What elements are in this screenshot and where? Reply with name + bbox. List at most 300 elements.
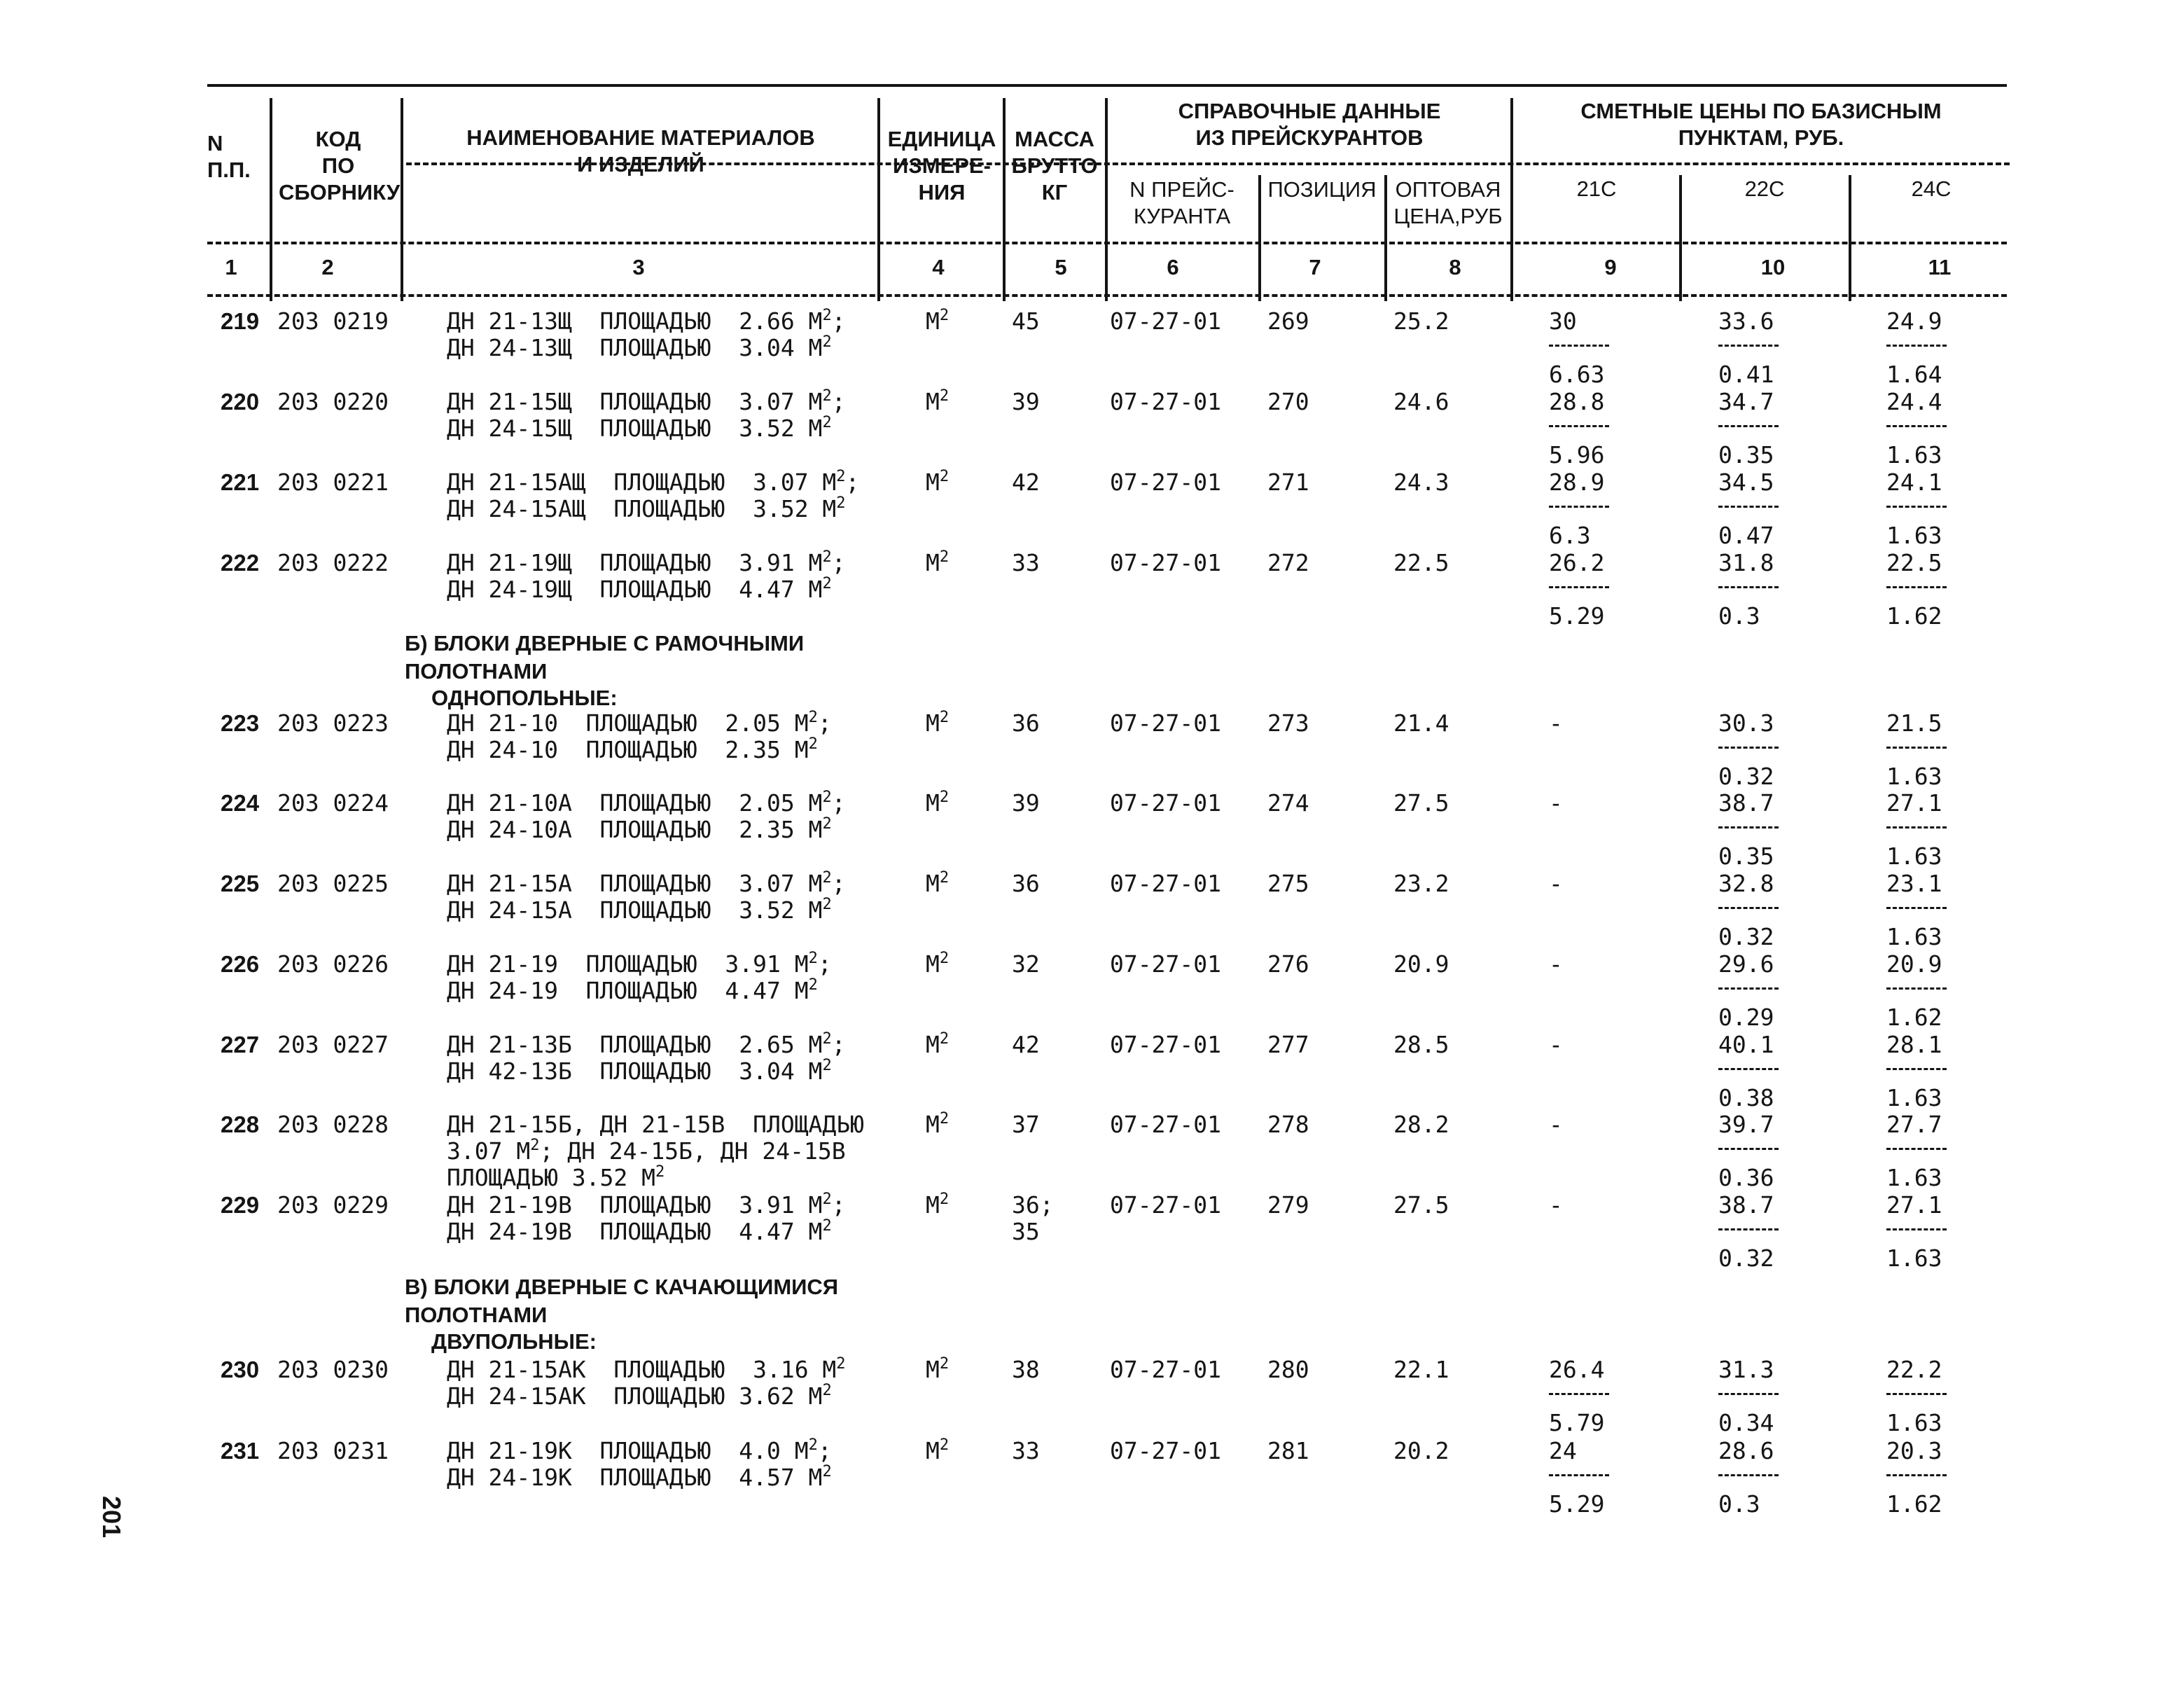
row-name-tail: ; (817, 1437, 832, 1464)
row-pricelist: 07-27-01 (1110, 388, 1221, 415)
superscript: 2 (822, 815, 832, 833)
superscript: 2 (808, 735, 818, 753)
row-number: 230 (221, 1357, 260, 1382)
row-name-line1 (447, 1355, 846, 1383)
unit-text: М (926, 709, 940, 737)
row-number: 225 (221, 871, 260, 896)
row-pricelist: 07-27-01 (1110, 1191, 1221, 1219)
row-name-line1 (447, 709, 832, 737)
row-name-text: ДН 24-19К ПЛОЩАДЬЮ 4.57 М (447, 1464, 823, 1491)
column-number: 11 (1928, 255, 1952, 279)
unit-text: М (926, 469, 940, 496)
superscript: 2 (822, 1217, 832, 1235)
row-name-line1 (447, 387, 846, 415)
row-name-line2 (447, 976, 818, 1004)
superscript: 2 (822, 575, 832, 592)
fraction-rule (1549, 586, 1609, 588)
price-c22-value: 33.6 (1718, 307, 1774, 335)
header-sep-3 (877, 98, 880, 301)
row-name-text: ДН 21-10 ПЛОЩАДЬЮ 2.05 М (447, 709, 809, 737)
row-name-text: ДН 24-19Щ ПЛОЩАДЬЮ 4.47 М (447, 576, 823, 603)
price-c24-value: 23.1 (1886, 870, 1942, 897)
section-b-title-cont: ПОЛОТНАМИ (405, 659, 548, 684)
row-name-line2 (447, 1139, 846, 1163)
row-code: 203 0231 (277, 1437, 389, 1464)
row-wholesale-price: 23.2 (1393, 870, 1449, 897)
price-c21-value: - (1549, 1191, 1563, 1219)
superscript: 2 (939, 1030, 950, 1048)
superscript: 2 (836, 468, 846, 485)
price-c22-transport: 0.41 (1718, 361, 1774, 388)
superscript: 2 (822, 896, 832, 913)
header-col-code: КОД ПО СБОРНИКУ (279, 127, 401, 204)
superscript: 2 (808, 976, 818, 994)
row-mass: 39 (1012, 388, 1040, 415)
fraction-rule (1718, 345, 1779, 347)
price-c21-value: 26.2 (1549, 549, 1605, 576)
section-b-title: Б) БЛОКИ ДВЕРНЫЕ С РАМОЧНЫМИ (405, 631, 805, 656)
unit-text: М (926, 1191, 940, 1219)
row-number: 227 (221, 1032, 260, 1058)
price-c21-value: 28.8 (1549, 388, 1605, 415)
row-name-tail: ; (817, 709, 832, 737)
row-pricelist: 07-27-01 (1110, 789, 1221, 817)
price-c21-value: - (1549, 950, 1563, 978)
price-c24-transport: 1.63 (1886, 1084, 1942, 1111)
fraction-rule (1549, 1474, 1609, 1476)
row-unit (926, 789, 950, 817)
price-c24-transport: 1.63 (1886, 1409, 1942, 1436)
row-name-line2 (447, 1463, 832, 1491)
price-c22-transport: 0.36 (1718, 1164, 1774, 1191)
price-c21-value: - (1549, 1111, 1563, 1138)
price-c22-transport: 0.32 (1718, 1244, 1774, 1272)
superscript: 2 (939, 709, 950, 726)
row-name-text: ДН 21-19Щ ПЛОЩАДЬЮ 3.91 М (447, 549, 823, 576)
superscript: 2 (822, 1191, 832, 1208)
row-mass: 42 (1012, 1031, 1040, 1058)
header-col-24c: 24С (1911, 176, 1952, 201)
section-v-title-cont: ПОЛОТНАМИ (405, 1303, 548, 1327)
price-c22-value: 32.8 (1718, 870, 1774, 897)
row-code: 203 0223 (277, 709, 389, 737)
row-name-text: ДН 21-10А ПЛОЩАДЬЮ 2.05 М (447, 789, 823, 817)
row-position: 270 (1267, 388, 1309, 415)
row-position: 272 (1267, 549, 1309, 576)
unit-text: М (926, 1437, 940, 1464)
row-name-line1 (447, 1113, 864, 1136)
fraction-rule (1549, 345, 1609, 347)
price-c22-value: 39.7 (1718, 1111, 1774, 1138)
row-name-line1 (447, 952, 832, 976)
price-c24-value: 24.4 (1886, 388, 1942, 415)
row-name-tail: ; (831, 789, 846, 817)
fraction-rule (1886, 1228, 1947, 1230)
section-v-title: В) БЛОКИ ДВЕРНЫЕ С КАЧАЮЩИМИСЯ (405, 1275, 839, 1299)
row-pricelist: 07-27-01 (1110, 469, 1221, 496)
fraction-rule (1886, 987, 1947, 990)
row-code: 203 0226 (277, 950, 389, 978)
price-c24-value: 21.5 (1886, 709, 1942, 737)
superscript: 2 (939, 1436, 950, 1454)
header-sep-2 (401, 98, 403, 301)
row-number: 222 (221, 550, 260, 576)
row-wholesale-price: 28.2 (1393, 1111, 1449, 1138)
row-name-text: ДН 24-15А ПЛОЩАДЬЮ 3.52 М (447, 896, 823, 924)
row-code: 203 0219 (277, 307, 389, 335)
row-name-text: ДН 24-15Щ ПЛОЩАДЬЮ 3.52 М (447, 415, 823, 442)
price-c21-value: - (1549, 789, 1563, 817)
fraction-rule (1549, 425, 1609, 427)
column-number: 10 (1760, 255, 1786, 279)
unit-text: М (926, 549, 940, 576)
column-number: 2 (321, 255, 334, 279)
fraction-rule (1886, 1474, 1947, 1476)
price-c22-value: 40.1 (1718, 1031, 1774, 1058)
row-wholesale-price: 27.5 (1393, 789, 1449, 817)
row-unit (926, 1436, 950, 1464)
row-unit (926, 1030, 950, 1058)
price-c24-transport: 1.63 (1886, 1244, 1942, 1272)
row-position: 278 (1267, 1111, 1309, 1138)
row-position: 281 (1267, 1437, 1309, 1464)
row-mass: 45 (1012, 307, 1040, 335)
fraction-rule (1718, 987, 1779, 990)
header-group-reference: СПРАВОЧНЫЕ ДАННЫЕ ИЗ ПРЕЙСКУРАНТОВ (1178, 99, 1441, 150)
header-col-21c: 21С (1576, 176, 1617, 201)
row-name-line1 (447, 548, 846, 576)
header-sep-10 (1849, 175, 1851, 301)
fraction-rule (1886, 345, 1947, 347)
row-wholesale-price: 28.5 (1393, 1031, 1449, 1058)
price-c24-value: 22.5 (1886, 549, 1942, 576)
price-c22-transport: 0.38 (1718, 1084, 1774, 1111)
row-mass: 36; (1012, 1191, 1054, 1219)
row-mass: 36 (1012, 709, 1040, 737)
row-name-tail: ; (831, 1031, 846, 1058)
row-pricelist: 07-27-01 (1110, 1031, 1221, 1058)
superscript: 2 (939, 387, 950, 405)
superscript: 2 (836, 1355, 846, 1373)
row-number: 228 (221, 1111, 260, 1137)
row-unit (926, 952, 949, 976)
row-position: 271 (1267, 469, 1309, 496)
price-c24-transport: 1.63 (1886, 441, 1942, 469)
header-sep-7 (1384, 175, 1387, 301)
row-unit (926, 387, 950, 415)
price-c21-transport: 6.3 (1549, 522, 1591, 549)
row-pricelist: 07-27-01 (1110, 709, 1221, 737)
fraction-rule (1886, 1068, 1947, 1070)
price-c21-transport: 5.29 (1549, 1490, 1605, 1518)
row-name-line1 (447, 1436, 832, 1464)
row-name-line2 (447, 1057, 832, 1085)
section-b-subtitle: ОДНОПОЛЬНЫЕ: (431, 686, 618, 710)
superscript: 2 (822, 1030, 832, 1048)
header-sep-9 (1679, 175, 1682, 301)
row-name-line2 (447, 414, 832, 442)
row-position: 279 (1267, 1191, 1309, 1219)
price-c24-value: 20.9 (1886, 950, 1942, 978)
row-name-line2 (447, 815, 832, 843)
price-c24-transport: 1.63 (1886, 763, 1942, 790)
superscript: 2 (655, 1163, 665, 1181)
row-name-text: ДН 21-15А ПЛОЩАДЬЮ 3.07 М (447, 870, 823, 897)
superscript: 2 (939, 307, 950, 324)
header-sep-6 (1258, 175, 1261, 301)
row-name-text: ДН 21-19К ПЛОЩАДЬЮ 4.0 М (447, 1437, 809, 1464)
row-code: 203 0221 (277, 469, 389, 496)
row-name-line2 (447, 735, 818, 763)
row-pricelist: 07-27-01 (1110, 549, 1221, 576)
superscript: 2 (822, 1382, 832, 1399)
row-number: 220 (221, 389, 260, 415)
superscript: 2 (939, 950, 950, 967)
row-name-line2 (447, 1217, 832, 1245)
row-wholesale-price: 25.2 (1393, 307, 1449, 335)
row-number: 231 (221, 1438, 260, 1464)
row-mass: 36 (1012, 870, 1040, 897)
row-number: 221 (221, 469, 260, 495)
row-mass: 39 (1012, 789, 1040, 817)
price-c24-transport: 1.63 (1886, 1164, 1942, 1191)
row-wholesale-price: 22.1 (1393, 1356, 1449, 1383)
unit-text: М (926, 870, 940, 897)
row-name-tail: ; (831, 870, 846, 897)
price-c24-value: 28.1 (1886, 1031, 1942, 1058)
table-top-rule (207, 84, 2007, 87)
row-name-tail: ; (831, 1191, 846, 1219)
header-col-unit: ЕДИНИЦА ИЗМЕРЕ- НИЯ (887, 127, 996, 204)
superscript: 2 (939, 869, 950, 887)
row-name-text: ДН 21-15АЩ ПЛОЩАДЬЮ 3.07 М (447, 469, 837, 496)
column-number: 6 (1167, 255, 1179, 279)
fraction-rule (1718, 1474, 1779, 1476)
fraction-rule (1886, 907, 1947, 909)
row-unit (926, 709, 950, 737)
fraction-rule (1718, 1393, 1779, 1395)
row-position: 280 (1267, 1356, 1309, 1383)
row-wholesale-price: 20.2 (1393, 1437, 1449, 1464)
column-number: 3 (632, 255, 645, 279)
superscript: 2 (822, 789, 832, 806)
superscript: 2 (836, 494, 846, 512)
fraction-rule (1718, 1068, 1779, 1070)
unit-text: М (926, 1031, 940, 1058)
row-name-text: 3.07 М (447, 1137, 531, 1165)
row-code: 203 0224 (277, 789, 389, 817)
row-name-line1 (447, 468, 860, 496)
fraction-rule (1886, 586, 1947, 588)
header-col-name: НАИМЕНОВАНИЕ МАТЕРИАЛОВ И ИЗДЕЛИЙ (466, 125, 815, 176)
price-c24-transport: 1.63 (1886, 923, 1942, 950)
fraction-rule (1549, 1393, 1609, 1395)
price-c22-transport: 0.32 (1718, 923, 1774, 950)
row-name-text: ДН 24-10А ПЛОЩАДЬЮ 2.35 М (447, 816, 823, 843)
row-name-line1 (447, 869, 846, 897)
header-sep-5 (1105, 98, 1108, 301)
row-name-text: ДН 42-13Б ПЛОЩАДЬЮ 3.04 М (447, 1058, 823, 1085)
price-c21-transport: 5.29 (1549, 602, 1605, 630)
header-col-number: N П.П. (207, 131, 251, 182)
row-unit (926, 548, 950, 576)
row-unit (926, 1110, 950, 1138)
fraction-rule (1718, 506, 1779, 508)
superscript: 2 (822, 1463, 832, 1480)
row-code: 203 0228 (277, 1111, 389, 1138)
superscript: 2 (822, 414, 832, 431)
column-number: 5 (1055, 255, 1067, 279)
row-name-text: ДН 24-19 ПЛОЩАДЬЮ 4.47 М (447, 977, 809, 1004)
row-position: 273 (1267, 709, 1309, 737)
superscript: 2 (808, 1436, 818, 1454)
row-name-tail: ; (845, 469, 860, 496)
page-number: 201 (97, 1496, 126, 1539)
row-name-line2 (447, 333, 832, 361)
fraction-rule (1549, 506, 1609, 508)
header-col-position: ПОЗИЦИЯ (1267, 177, 1377, 202)
column-number: 9 (1604, 255, 1617, 279)
price-c22-value: 38.7 (1718, 1191, 1774, 1219)
row-name-text: ДН 21-13Щ ПЛОЩАДЬЮ 2.66 М (447, 307, 823, 335)
row-name-text: ДН 21-19В ПЛОЩАДЬЮ 3.91 М (447, 1191, 823, 1219)
row-name-tail: ; (831, 307, 846, 335)
row-wholesale-price: 27.5 (1393, 1191, 1449, 1219)
row-position: 276 (1267, 950, 1309, 978)
header-sep-1 (270, 98, 272, 301)
fraction-rule (1718, 425, 1779, 427)
row-unit (926, 307, 950, 335)
row-pricelist: 07-27-01 (1110, 870, 1221, 897)
superscript: 2 (939, 1110, 950, 1128)
row-wholesale-price: 22.5 (1393, 549, 1449, 576)
row-name-text: ДН 24-15АЩ ПЛОЩАДЬЮ 3.52 М (447, 495, 837, 522)
row-name-tail: ; (831, 388, 846, 415)
row-mass: 42 (1012, 469, 1040, 496)
section-v-subtitle: ДВУПОЛЬНЫЕ: (431, 1329, 597, 1354)
price-c24-transport: 1.63 (1886, 842, 1942, 870)
price-c21-transport: 6.63 (1549, 361, 1605, 388)
row-number: 223 (221, 710, 260, 736)
unit-text: М (926, 1356, 940, 1383)
price-c21-value: 24 (1549, 1437, 1577, 1464)
superscript: 2 (822, 333, 832, 351)
row-wholesale-price: 24.6 (1393, 388, 1449, 415)
column-number: 1 (225, 255, 237, 279)
row-name-text: ДН 24-13Щ ПЛОЩАДЬЮ 3.04 М (447, 334, 823, 361)
superscript: 2 (808, 950, 818, 967)
row-name-text: ДН 21-15Б, ДН 21-15В ПЛОЩАДЬЮ (447, 1111, 865, 1138)
price-c21-value: 30 (1549, 307, 1577, 335)
row-code: 203 0229 (277, 1191, 389, 1219)
row-mass: 38 (1012, 1356, 1040, 1383)
row-name-text: ДН 21-13Б ПЛОЩАДЬЮ 2.65 М (447, 1031, 823, 1058)
row-code: 203 0227 (277, 1031, 389, 1058)
price-c22-value: 31.8 (1718, 549, 1774, 576)
header-col-pricelist: N ПРЕЙС- КУРАНТА (1129, 177, 1234, 228)
superscript: 2 (822, 307, 832, 324)
row-wholesale-price: 20.9 (1393, 950, 1449, 978)
superscript: 2 (939, 789, 950, 806)
price-c22-transport: 0.47 (1718, 522, 1774, 549)
price-c24-transport: 1.62 (1886, 1004, 1942, 1031)
price-c22-value: 38.7 (1718, 789, 1774, 817)
price-c24-value: 27.1 (1886, 789, 1942, 817)
row-code: 203 0222 (277, 549, 389, 576)
header-group-prices: СМЕТНЫЕ ЦЕНЫ ПО БАЗИСНЫМ ПУНКТАМ, РУБ. (1580, 99, 1942, 150)
price-c22-transport: 0.35 (1718, 441, 1774, 469)
row-unit (926, 468, 950, 496)
price-c24-value: 27.7 (1886, 1111, 1942, 1138)
row-name-line1 (447, 789, 846, 817)
superscript: 2 (808, 709, 818, 726)
row-name-line1 (447, 1191, 846, 1219)
row-code: 203 0230 (277, 1356, 389, 1383)
price-c24-transport: 1.64 (1886, 361, 1942, 388)
header-col-wholesale: ОПТОВАЯ ЦЕНА,РУБ (1393, 177, 1503, 228)
superscript: 2 (822, 1057, 832, 1074)
superscript: 2 (822, 387, 832, 405)
row-pricelist: 07-27-01 (1110, 1356, 1221, 1383)
price-c22-transport: 0.34 (1718, 1409, 1774, 1436)
row-name-text: ДН 24-15АК ПЛОЩАДЬЮ 3.62 М (447, 1382, 823, 1410)
header-sep-4 (1003, 98, 1006, 301)
row-wholesale-price: 21.4 (1393, 709, 1449, 737)
price-c22-transport: 0.35 (1718, 842, 1774, 870)
fraction-rule (1718, 826, 1779, 828)
column-number: 8 (1449, 255, 1461, 279)
price-c24-value: 22.2 (1886, 1356, 1942, 1383)
price-c22-value: 34.5 (1718, 469, 1774, 496)
price-c22-value: 28.6 (1718, 1437, 1774, 1464)
row-name-line2 (447, 494, 846, 522)
row-name-text: ДН 21-19 ПЛОЩАДЬЮ 3.91 М (447, 950, 809, 978)
row-mass: 33 (1012, 1437, 1040, 1464)
row-mass: 32 (1012, 950, 1040, 978)
header-sep-8 (1510, 98, 1513, 301)
superscript: 2 (939, 468, 950, 485)
price-c22-transport: 0.3 (1718, 602, 1760, 630)
unit-text: М (926, 307, 940, 335)
unit-text: М (926, 789, 940, 817)
fraction-rule (1718, 1148, 1779, 1150)
row-unit (926, 1355, 950, 1383)
row-position: 274 (1267, 789, 1309, 817)
row-position: 277 (1267, 1031, 1309, 1058)
row-name-line3 (447, 1163, 665, 1191)
row-unit (926, 1191, 950, 1219)
fraction-rule (1886, 425, 1947, 427)
superscript: 2 (822, 548, 832, 566)
price-c24-transport: 1.63 (1886, 522, 1942, 549)
column-number: 7 (1309, 255, 1321, 279)
price-c22-transport: 0.3 (1718, 1490, 1760, 1518)
row-name-text: ДН 24-19В ПЛОЩАДЬЮ 4.47 М (447, 1218, 823, 1245)
price-c24-value: 24.1 (1886, 469, 1942, 496)
fraction-rule (1886, 506, 1947, 508)
fraction-rule (1718, 747, 1779, 749)
price-c24-transport: 1.62 (1886, 602, 1942, 630)
row-name-text: ПЛОЩАДЬЮ 3.52 М (447, 1164, 656, 1191)
row-name-tail: ; ДН 24-15Б, ДН 24-15В (539, 1137, 846, 1165)
row-pricelist: 07-27-01 (1110, 950, 1221, 978)
row-name-tail: ; (817, 950, 832, 978)
row-name-line2 (447, 575, 832, 603)
price-c24-value: 20.3 (1886, 1437, 1942, 1464)
row-pricelist: 07-27-01 (1110, 307, 1221, 335)
row-unit (926, 869, 950, 897)
price-c22-transport: 0.29 (1718, 1004, 1774, 1031)
